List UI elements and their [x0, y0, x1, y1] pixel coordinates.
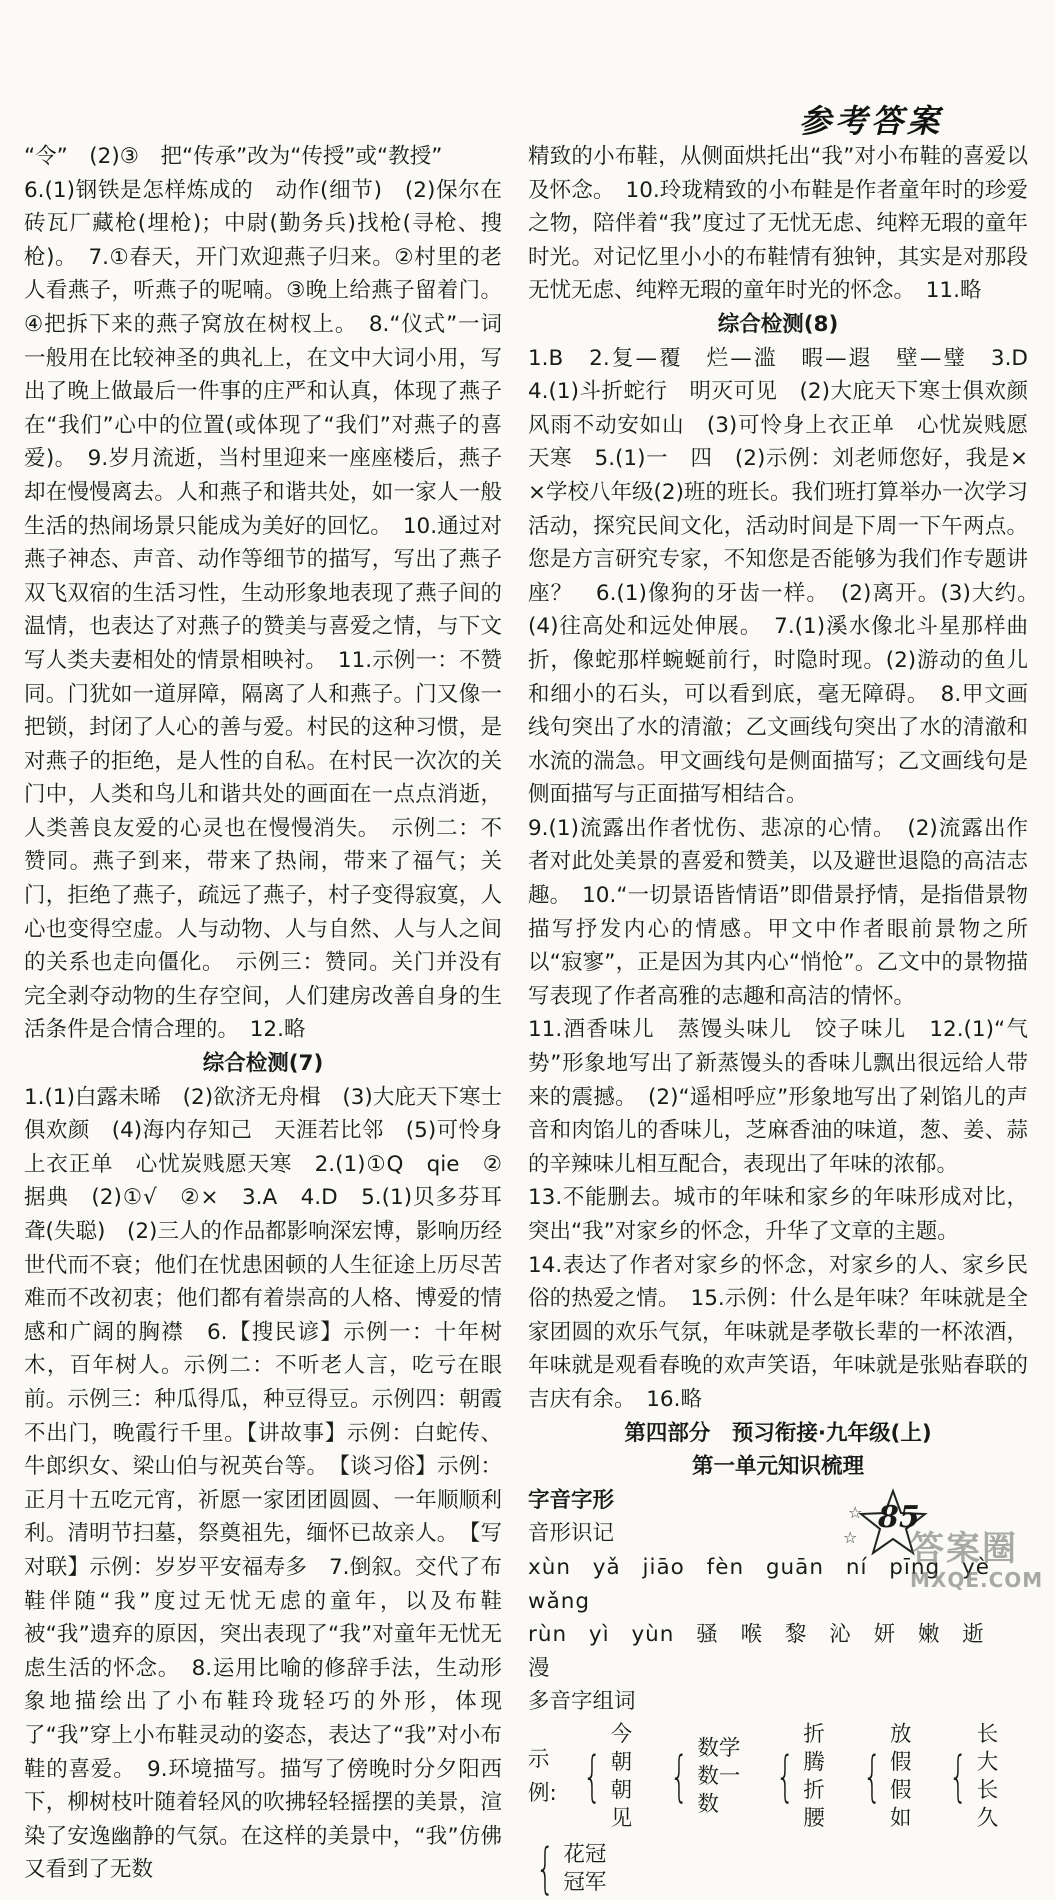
- left-column: [24, 140, 502, 1887]
- polyphone-examples-extra: [528, 1836, 1028, 1900]
- section-heading: 综合检测(7): [202, 1051, 324, 1077]
- example-word: 假如: [890, 1777, 912, 1831]
- example-word: 折腰: [803, 1777, 825, 1831]
- answer-paragraph: 11.酒香味儿 蒸馒头味儿 饺子味儿 12.(1)“气势”形象地写出了新蒸馒头的香味儿飘出很远给人带来的震撼。 (2)“遥相呼应”形象地写出了剁馅儿的声音和肉馅儿的香味儿，芝麻香油的味道，葱、姜、蒜的辛辣味儿相互配合，表现出了年味的浓郁。: [528, 1017, 1028, 1177]
- example-pair: [528, 1836, 607, 1900]
- section-heading: 综合检测(8): [717, 311, 839, 337]
- watermark-text: 答案圈: [910, 1529, 1018, 1569]
- examples-label: 示例:: [528, 1747, 557, 1806]
- section-heading: 第一单元知识梳理: [691, 1454, 864, 1480]
- answer-paragraph: 精致的小布鞋，从侧面烘托出“我”对小布鞋的喜爱以及怀念。 10.玲珑精致的小布鞋是作者童年时的珍爱之物，陪伴着“我”度过了无忧无虑、纯粹无瑕的童年时光。对记忆里小小的布鞋情有独钟，其实是对那段无忧无虑、纯粹无瑕的童年时光的怀念。 11.略: [528, 144, 1028, 304]
- example-pair: [662, 1735, 752, 1819]
- answer-paragraph: 14.表达了作者对家乡的怀念，对家乡的人、家乡民俗的热爱之情。 15.示例：什么是年味？年味就是全家团圆的欢乐气氛，年味就是孝敬长辈的一杯浓酒，年味就是观看春晚的欢声笑语，年味就是张贴春联的吉庆有余。 16.略: [528, 1252, 1028, 1412]
- section-heading: 第四部分 预习衔接·九年级(上): [624, 1420, 932, 1446]
- example-word: 长大: [976, 1721, 999, 1775]
- example-pair: [768, 1721, 839, 1833]
- answer-paragraph: 1.B 2.复—覆 烂—滥 暇—遐 壁—璧 3.D 4.(1)斗折蛇行 明灭可见 (2)大庇天下寒士俱欢颜 风雨不动安如山 (3)可怜身上衣正单 心忧炭贱愿天寒 5.(1)一 四 (2)示例：刘老师您好，我是××学校八年级(2)班的班长。我们班打算举办一次学习活动，探究民间文化，活动时间是下周一下午两点。您是方言研究专家，不知您是否能够为我们作专题讲座？ 6.(1)像狗的牙齿一样。 (2)离开。(3)大约。 (4)往高处和远处伸展。 7.(1)溪水像北斗星那样曲折，像蛇那样蜿蜒前行，时隐时现。(2)游动的鱼儿和细小的石头，可以看到底，毫无障碍。 8.甲文画线句突出了水的清澈；乙文画线句突出了水的清澈和水流的湍急。甲文画线句是侧面描写；乙文画线句是侧面描写与正面描写相结合。: [528, 345, 1050, 808]
- answer-paragraph: 1.(1)白露未晞 (2)欲济无舟楫 (3)大庇天下寒士俱欢颜 (4)海内存知己 天涯若比邻 (5)可怜身上衣正单 心忧炭贱愿天寒 2.(1)①Q qie ②据典 (2)①√ ②× 3.A 4.D 5.(1)贝多芬耳聋(失聪) (2)三人的作品都影响深宏博，影响历经世代而不衰；他们在忧患困顿的人生征途上历尽苦难而不改初衷；他们都有着崇高的人格、博爱的情感和广阔的胸襟 6.【搜民谚】示例一：十年树木，百年树人。示例二：不听老人言，吃亏在眼前。示例三：种瓜得瓜，种豆得豆。示例四：朝霞不出门，晚霞行千里。【讲故事】示例：白蛇传、牛郎织女、梁山伯与祝英台等。 【谈习俗】示例：正月十五吃元宵，祈愿一家团团圆圆、一年顺顺利利。清明节扫墓，祭奠祖先，缅怀已故亲人。 【写对联】示例：岁岁平安福寿多 7.倒叙。交代了布鞋伴随“我”度过无忧无虑的童年，以及布鞋被“我”遗弃的原因，突出表现了“我”对童年无忧无虑生活的怀念。 8.运用比喻的修辞手法，生动形象地描绘出了小布鞋玲珑轻巧的外形，体现了“我”穿上小布鞋灵动的姿态，表达了“我”对小布鞋的喜爱。 9.环境描写。描写了傍晚时分夕阳西下，柳树枝叶随着轻风的吹拂轻轻摇摆的美景，渲染了安逸幽静的气氛。在这样的美景中，“我”仿佛又看到了无数: [24, 1084, 502, 1883]
- example-pair: [855, 1721, 926, 1833]
- subsection-heading: 字音字形: [528, 1487, 615, 1513]
- right-column: [528, 140, 1050, 1900]
- pinyin-line: rùn yì yùn 骚 喉 黎 沁 妍 嫩 逝 漫: [528, 1622, 985, 1681]
- watermark-logo: [910, 1530, 1050, 1596]
- example-word: 数学: [697, 1735, 741, 1761]
- example-word: 今朝: [610, 1721, 633, 1775]
- example-word: 朝见: [610, 1777, 633, 1831]
- brace-icon: {: [775, 1744, 795, 1808]
- example-word: 数一数: [697, 1763, 741, 1817]
- brace-icon: {: [583, 1744, 602, 1808]
- pinyin-line: xùn yǎ jiāo fèn guān ní pīng yè wǎng: [528, 1554, 990, 1614]
- example-word: 放假: [890, 1721, 912, 1775]
- brace-icon: {: [949, 1744, 968, 1808]
- page-number: 85: [878, 1500, 920, 1535]
- sparkle-icon: ☆: [843, 1528, 858, 1547]
- sparkle-icon: ☆: [848, 1503, 863, 1522]
- watermark-url: MXQE.COM: [910, 1568, 1044, 1592]
- example-word: 折腾: [803, 1721, 825, 1775]
- brace-icon: {: [862, 1744, 882, 1808]
- example-word: 花冠: [563, 1841, 607, 1867]
- answer-paragraph: 13.不能删去。城市的年味和家乡的年味形成对比，突出“我”对家乡的怀念，升华了文章的主题。: [528, 1185, 1028, 1244]
- brace-icon: {: [535, 1836, 555, 1900]
- example-pair: [941, 1721, 1012, 1833]
- polyphone-examples: [528, 1721, 1028, 1833]
- brace-icon: {: [669, 1744, 689, 1808]
- answer-paragraph: “令” (2)③ 把“传承”改为“传授”或“教授”: [24, 144, 443, 169]
- answer-paragraph: 6.(1)钢铁是怎样炼成的 动作(细节) (2)保尔在砖瓦厂藏枪(埋枪)；中尉(勤务兵)找枪(寻枪、搜枪)。 7.①春天，开门欢迎燕子归来。②村里的老人看燕子，听燕子的呢喃。③晚上给燕子留着门。④把拆下来的燕子窝放在树杈上。 8.“仪式”一词一般用在比较神圣的典礼上，在文中大词小用，写出了晚上做最后一件事的庄严和认真，体现了燕子在“我们”心中的位置(或体现了“我们”对燕子的喜爱)。 9.岁月流逝，当村里迎来一座座楼后，燕子却在慢慢离去。人和燕子和谐共处，如一家人一般生活的热闹场景只能成为美好的回忆。 10.通过对燕子神态、声音、动作等细节的描写，写出了燕子双飞双宿的生活习性，生动形象地表现了燕子间的温情，也表达了对燕子的赞美与喜爱之情，与下文写人类夫妻相处的情景相映衬。 11.示例一：不赞同。门犹如一道屏障，隔离了人和燕子。门又像一把锁，封闭了人心的善与爱。村民的这种习惯，是对燕子的拒绝，是人性的自私。在村民一次次的关门中，人类和鸟儿和谐共处的画面在一点点消逝，人类善良友爱的心灵也在慢慢消失。 示例二：不赞同。燕子到来，带来了热闹，带来了福气；关门，拒绝了燕子，疏远了燕子，村子变得寂寞，人心也变得空虚。人与动物、人与自然、人与人之间的关系也走向僵化。 示例三：赞同。关门并没有完全剥夺动物的生存空间，人们建房改善自身的生活条件是合情合理的。 12.略: [24, 177, 502, 1043]
- example-word: 冠军: [563, 1869, 607, 1895]
- example-pair: [575, 1721, 646, 1833]
- page-header-title: 参考答案: [798, 102, 943, 140]
- subsection-label: 音形识记: [528, 1521, 615, 1547]
- subsection-label: 多音字组词: [528, 1689, 636, 1715]
- example-word: 长久: [976, 1777, 999, 1831]
- answer-paragraph: 9.(1)流露出作者忧伤、悲凉的心情。 (2)流露出作者对此处美景的喜爱和赞美，以及避世退隐的高洁志趣。 10.“一切景语皆情语”即借景抒情，是指借景物描写抒发内心的情感。甲文中作者眼前景物之所以“寂寥”，正是因为其内心“悄怆”。乙文中的景物描写表现了作者高雅的志趣和高洁的情怀。: [528, 815, 1028, 1009]
